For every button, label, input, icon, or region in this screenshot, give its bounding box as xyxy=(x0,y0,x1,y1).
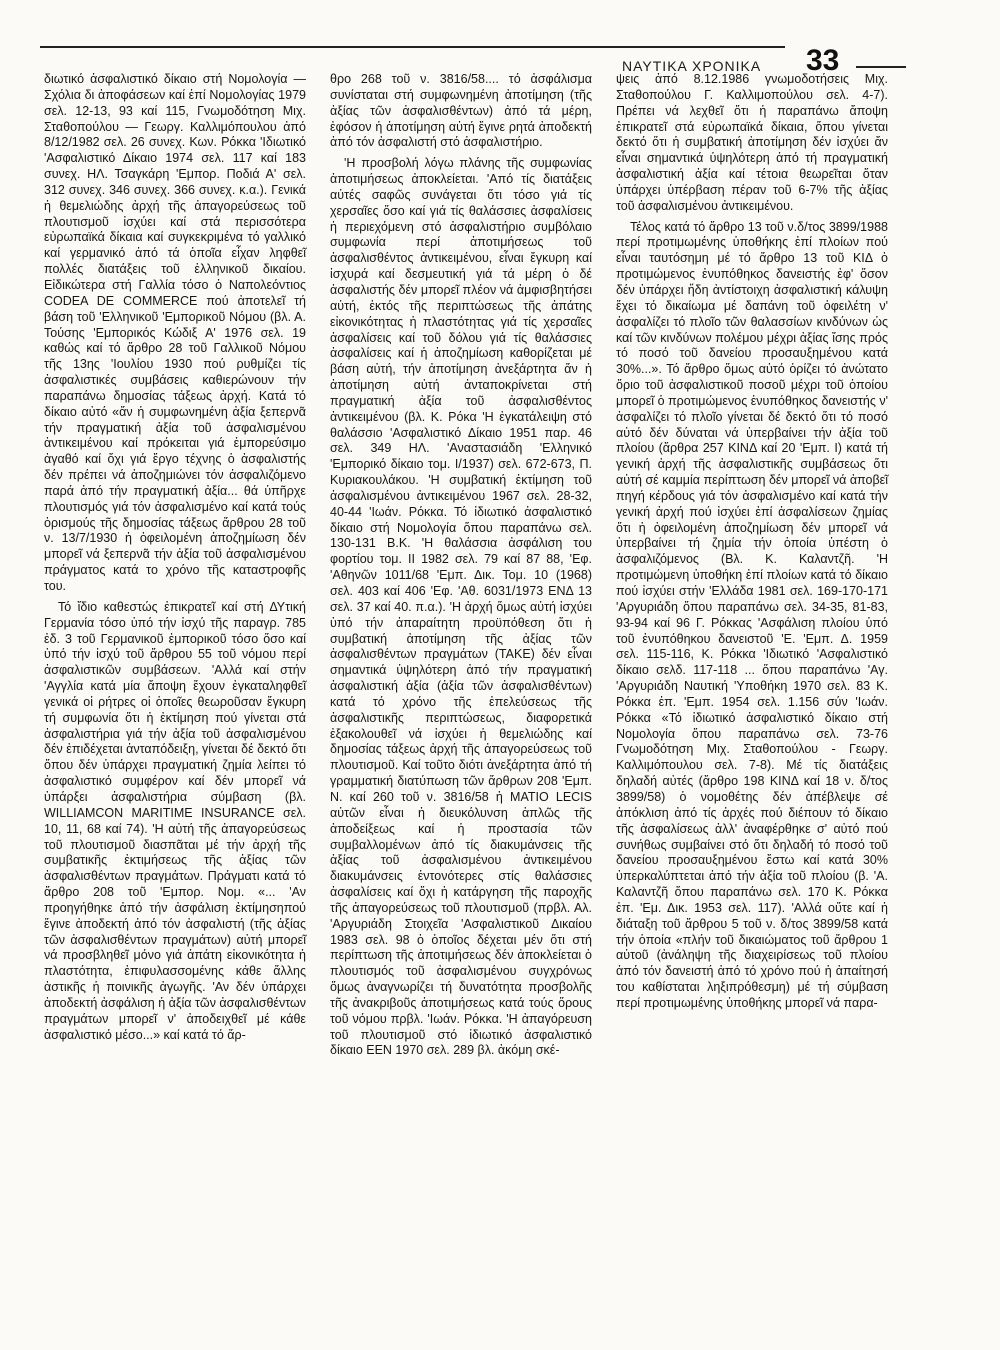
text-column-2 xyxy=(330,72,592,1059)
paragraph: 'Η προσβολή λόγω πλάνης τῆς συμφωνίας ἀποτιμήσεως ἀποκλείεται. 'Από τίς διατάξεις αὐτές σαφῶς συνάγεται ὅτι τόσο γιά τίς χερσαῖες ὅσο καί γιά τίς θαλάσσιες ἀσφαλίσεις ἡ περιεχόμενη στό ἀσφαλιστήριο συμβόλαιο συμφωνία περί ἀποτιμήσεως τοῦ ἀσφαλισθέντος ἀντικειμένου, εἶναι ἔγκυρη καί ἰσχυρά καί δεσμευτική γιά τά μέρη ὁ δέ ἀσφαλιστής δέν μπορεῖ πλέον νά ἀμφισβητήσει αὐτή, ἐκτός τῆς περιπτώσεως τῆς ἀπάτης εἰκονικότητας ἡ πλαστότητας γιά τίς χερσαῖες ἀσφαλίσεις καί τοῦ δόλου γιά τίς θαλάσσιες ἀσφαλίσεις καί ἡ ἀποζημίωση καθορίζεται μέ βάση αὐτή, τήν ἀποτίμηση ἀνεξάρτητα ἄν ἡ ἀποτίμηση αὐτή ἀνταποκρίνεται στή πραγματική ἀξία τοῦ ἀσφαλισθέντος ἀντικειμένου (βλ. Κ. Ρόκα 'Η ἐγκατάλειψη στό θαλάσσιο 'Ασφαλιστικό Δίκαιο 1951 παρ. 46 σελ. 349 ΗΛ. 'Αναστασιάδη 'Ελληνικό 'Εμπορικό δίκαιο τομ. Ι/1937) σελ. 672-673, Π. Κυριακουλάκου. 'Η συμβατική ἐκτίμηση τοῦ ἀσφαλισμένου ἀντικειμένου 1967 σελ. 28-32, 40-44 'Ιωάν. Ρόκκα. Τό ἰδιωτικό ἀσφαλιστικό δίκαιο στή Νομολογία ὅπου παραπάνω σελ. 130-131 Β.Κ. 'Η θαλάσσια ἀσφάλιση του φορτίου τομ. ΙΙ 1982 σελ. 79 καί 87 88, 'Εφ. 'Αθηνῶν 1011/68 'Εμπ. Δικ. Τομ. 10 (1968) σελ. 403 καί 406 'Εφ. 'Αθ. 6031/1973 ΕΝΔ 13 σελ. 37 καί 40. π.α.). 'Η ἀρχή ὅμως αὐτή ἰσχύει ὑπό τήν ἀπαραίτητη προϋπόθεση ὅτι ἡ συμβατική ἀποτίμηση τῆς ἀξίας τῶν ἀσφαλισθέντων πραγμάτων (ΤΑΚΕ) δέν εἶναι σημαντικά ὑψηλότερη ἀπό τήν πραγματική ἀσφαλιστική ἀξία (ἀξία τῶν ἀσφαλισθέντων) κατά τό χρόνο τῆς ἐπελεύσεως τῆς ἀσφαλιστικῆς περιπτώσεως, διαφορετικά ἐξακολουθεῖ νά ἰσχύει ἡ θεμελιώδης καί δημοσίας τάξεως ἀρχή τῆς ἀπαγορεύσεως τοῦ πλουτισμοῦ. Καί τοῦτο διότι ἀνεξάρτητα ἀπό τή γραμματική διατύπωση τῶν ἄρθρων 208 'Εμπ. Ν. καί 260 τοῦ ν. 3816/58 ἡ ΜΑΤΙΟ LECIS αὐτῶν εἶναι ἡ διευκόλυνση ἁπλῶς τῆς ἀποδείξεως καί ἡ προστασία τῶν συμβαλλομένων ἀπό τίς διακυμάνσεις τῆς ἀξίας τοῦ ἀσφαλισμένου ἀντικειμένου διακυμάνσεις ἐντονότερες στίς θαλάσσιες ἀσφαλίσεις καί ὄχι ἡ κατάργηση τῆς παροχῆς τῆς ἀπαγορεύσεως τοῦ πλουτισμοῦ (πρβλ. Αλ. 'Αργυριάδη Στοιχεῖα 'Ασφαλιστικοῦ Δικαίου 1983 σελ. 98 ὁ ὁποῖος δέχεται μέν ὅτι στή περίπτωση τῆς ἀποτιμήσεως δέν ἀποκλείεται ὁ πλουτισμός τοῦ ἀσφαλισμένου συγχρόνως ὅμως ἀναγνωρίζει τή δυνατότητα προσβολῆς τῆς ἀνακριβοῦς ἀποτιμήσεως κατά τούς ὅρους τοῦ νόμου πρβλ. 'Ιωάν. Ρόκκα. 'Η ἀπαγόρευση τοῦ πλουτισμοῦ στό ἰδιωτικό ἀσφαλιστικό δίκαιο ΕΕΝ 1970 σελ. 289 βλ. ἀκόμη σκέ- xyxy=(330,156,592,1058)
header-rule-right xyxy=(856,66,906,68)
text-column-3 xyxy=(616,72,888,1012)
paragraph: ψεις ἀπό 8.12.1986 γνωμοδοτήσεις Μιχ. Σταθοπούλου Γ. Καλλιμοπούλου σελ. 4-7). Πρέπει νά λεχθεῖ ὅτι ἡ παραπάνω ἄποψη ἐπικρατεῖ στά εὐρωπαϊκά δίκαια, ὅπου γίνεται δεκτό ὅτι ἡ συμβατική ἀποτίμηση δέν ἰσχύει ἄν εἶναι σημαντικά ὑψηλότερη ἀπό τή πραγματική ἀσφαλιστική ἀξία καί τέτοια θεωρεῖται ὅταν ὑπάρχει ὑπέρβαση πέραν τοῦ 6-7% τῆς ἀξίας τοῦ ἀσφαλισμένου ἀντικειμένου. xyxy=(616,72,888,213)
running-header-title: ΝΑΥΤΙΚΑ ΧΡΟΝΙΚΑ xyxy=(622,58,762,74)
paragraph: διωτικό ἀσφαλιστικό δίκαιο στή Νομολογία — Σχόλια δι ἀποφάσεων καί ἐπί Νομολογίας 1979 σελ. 12-13, 93 καί 115, Γνωμοδότηση Μιχ. Σταθοπούλου — Γεωργ. Καλλιμόπουλου ἀπό 8/12/1982 σελ. 26 συνεχ. Κων. Ρόκκα 'Ιδιωτικό 'Ασφαλιστικό Δίκαιο 1974 σελ. 117 καί 183 συνεχ. ΗΛ. Τσαγκάρη 'Εμπορ. Ποδιά Α' σελ. 312 συνεχ. 346 συνεχ. 366 συνεχ. κ.α.). Γενικά ἡ θεμελιώδης ἀρχή τῆς ἀπαγορεύσεως τοῦ πλουτισμοῦ ἰσχύει καί στά περισσότερα εὐρωπαϊκά δίκαια καί συγκεκριμένα τό γαλλικό καί γερμανικό ἀπό τά ὁποῖα εἶχαν ληφθεῖ πολλές διατάξεις τοῦ ἑλληνικοῦ δικαίου. Εἰδικώτερα στή Γαλλία τόσο ὁ Ναπολεόντιος CODEA DE COMMERCE πού ἀποτελεῖ τή βάση τοῦ 'Ελληνικοῦ 'Εμπορικοῦ Νόμου (βλ. Α. Τούσης 'Εμπορικός Κώδιξ Α' 1976 σελ. 19 καθώς καί τό ἄρθρο 28 τοῦ Γαλλικοῦ Νόμου τῆς 13ης 'Ιουλίου 1930 πού ρυθμίζει τίς ἀσφαλιστικές συμβάσεις καθιερώνουν τήν παραπάνω δημοσίας τάξεως ἀρχή. Κατά τό δίκαιο αὐτό «ἄν ἡ συμφωνημένη ἀξία ξεπερνᾶ τήν πραγματική ἀξία τοῦ ἀσφαλισμένου ἀντικειμένου καί πρόκειται γιά ἐμπορεύσιμο ἀγαθό καί ὄχι γιά ἔργο τέχνης ὁ ἀσφαλιστής δέν πρέπει νά ἀποζημιώνει τόν ἀσφαλιζόμενο παρά ἀπό τήν πραγματική ἀξία... θά ὑπῆρχε πλουτισμός γιά τόν ἀσφαλισμένο καί κατά τούς ὁρισμούς τῆς δημοσίας τάξεως ἄρθρου 28 τοῦ ν. 13/7/1930 ἡ ὀφειλομένη ἀποζημίωση δέν μπορεῖ νά ξεπερνᾶ τήν ἀξία τοῦ ἀσφαλισμένου πράγματος κατά το χρόνο τῆς καταστροφῆς του. xyxy=(44,72,306,593)
header-rule xyxy=(40,46,785,48)
paragraph: Τέλος κατά τό ἄρθρο 13 τοῦ ν.δ/τος 3899/1988 περί προτιμωμένης ὑποθήκης ἐπί πλοίων πού εἶναι ταυτόσημη μέ τό ἄρθρο 13 τοῦ ΚΙΔ ὁ προτιμώμενος ἐνυπόθηκος δανειστής ἐφ' ὅσον δέν ὑπάρχει ἤδη ἀντίστοιχη ἀσφαλιστική κάλυψη ἔχει τό δικαίωμα μέ δαπάνη τοῦ ὀφειλέτη ν' ἀσφαλίζει τό πλοῖο τῶν θαλασσίων κινδύνων ὡς καί τῶν κινδύνων πολέμου μέχρι ἀξίας ἴσης πρός τό ποσό τοῦ δανείου προσαυξημένου κατά 30%...». Τό ἄρθρο ὅμως αὐτό ὁρίζει τό ἀνώτατο ὅριο τοῦ ἀσφαλιστικοῦ ποσοῦ μέχρι τοῦ ὁποίου μπορεῖ ὁ προτιμώμενος ἐνυπόθηκος δανειστής ν' ἀσφαλίζει τό πλοῖο γίνεται δέ δεκτό ὅτι τό ποσό αὐτό δέν δύναται νά ὑπερβαίνει τήν ἀξία τοῦ πλοίου (ἄρθρα 257 ΚΙΝΔ καί 20 'Εμπ. Ι) κατά τή γενική ἀρχή τῆς ἀσφαλιστικῆς συμβάσεως ὅτι αὐτή σέ καμμία περίπτωση δέν μπορεῖ νά ἀποβεῖ πηγή κέρδους γιά τόν ἀσφαλισμένο καί κατά τήν γενική ἀρχή πού ἰσχύει ἐπί ἀσφαλίσεων ζημίας ὅτι ἡ ὀφειλομένη ἀποζημίωση δέν μπορεῖ νά ὑπερβαίνει τή ζημία τήν ὁποία ὑπέστη ὁ ἀσφαλιζόμενος (Βλ. Κ. Καλαντζῆ. 'Η προτιμώμενη ὑποθήκη ἐπί πλοίων κατά τό δίκαιο πού ἰσχύει στήν 'Ελλάδα 1981 σελ. 169-170-171 'Αργυριάδη ὅπου παραπάνω σελ. 34-35, 81-83, 93-94 καί 96 Γ. Ρόκκας 'Ασφάλιση πλοίου ὑπό τοῦ ἐνυπόθηκου δανειστοῦ 'Ε. 'Εμπ. Δ. 1959 σελ. 115-116, Κ. Ρόκκα 'Ιδιωτικό 'Ασφαλιστικό δίκαιο σελδ. 117-118 ... ὅπου παραπάνω 'Αγ. 'Αργυριάδη Ναυτική 'Υποθήκη 1970 σελ. 83 Κ. Ρόκκα ἐπ. 'Εμπ. 1954 σελ. 1.156 σύν 'Ιωάν. Ρόκκα «Τό ἰδιωτικό ἀσφαλιστικό δίκαιο στή Νομολογία ὅπου παραπάνω σελ. 73-76 Γνωμοδότηση Μιχ. Σταθοπούλου - Γεωργ. Καλλιμόπουλου σελ. 7-8). Μέ τίς διατάξεις δηλαδή αὐτές (ἄρθρο 198 ΚΙΝΔ καί 18 ν. δ/τος 3899/58) ὁ νομοθέτης δέν ἀπέβλεψε σέ ἀπόκλιση ἀπό τίς ἀρχές πού διέπουν τό δίκαιο τῆς ἀσφαλίσεως ἀλλ' ἀναφέρθηκε σ' αὐτό πού συνήθως συμβαίνει στό ὅτι δηλαδή τό ποσό τοῦ δανείου προσαυξημένου ἔστω καί κατά 30% ὑπερκαλύπτεται ἀπό τήν ἀξία τοῦ πλοίου (β. 'Α. Καλαντζῆ ὅπου παραπάνω σελ. 170 Κ. Ρόκκα ἐπ. 'Εμ. Δικ. 1953 σελ. 117). 'Αλλά οὔτε καί ἡ διάταξη τοῦ ἄρθρου 5 τοῦ ν. δ/τος 3899/58 κατά τήν ὁποία «πλήν τοῦ δικαιώματος τοῦ ἄρθρου 1 αὐτοῦ (ἀνάληψη τῆς διαχειρίσεως τοῦ πλοίου ἀπό τόν δανειστή ἀπό τό χρόνο πού ἡ ἀπαίτησή του καθίσταται ληξιπρόθεσμη) μέ τή σύμβαση περί προτιμωμένης ὑποθήκης μπορεῖ νά παρα- xyxy=(616,219,888,1010)
paragraph: Τό ἴδιο καθεστώς ἐπικρατεῖ καί στή ΔΥτική Γερμανία τόσο ὑπό τήν ἰσχύ τῆς παραγρ. 785 ἐδ. 3 τοῦ Γερμανικοῦ ἐμπορικοῦ τόσο ὅσο καί ὑπό τήν ἰσχύ τοῦ ἄρθρου 55 τοῦ νόμου περί ἀσφαλιστικῶν συμβάσεων. 'Αλλά καί στήν 'Αγγλία κατά μία ἄποψη ἔχουν ἐγκαταληφθεῖ γενικά οἱ ρήτρες οἱ ὁποῖες θεωροῦσαν ἔγκυρη τή συμφωνία ὅτι ἡ ἐκτίμηση πού γίνεται στά ἀσφαλιστήρια γιά τήν ἀξία τοῦ ἀσφαλισμένου δέν ἐπιδέχεται ἀνταπόδειξη, γίνεται δέ δεκτό ὅτι ὅπου δέν ὑπάρχει πραγματική ζημία λείπει τό ἀσφαλιστικό συμφέρον καί δέν μπορεῖ νά ὑπάρξει ἀσφαλιστήρια σύμβαση (βλ. WILLIAMCON MARITIME INSURANCE σελ. 10, 11, 68 καί 74). 'Η αὐτή τῆς ἀπαγορεύσεως τοῦ πλουτισμοῦ διασπᾶται μέ τήν ἀρχή τῆς συμβατικῆς ἐκτιμήσεως τῆς ἀξίας τῶν ἀσφαλισθέντων πραγμάτων. Πράγματι κατά τό ἄρθρο 208 τοῦ 'Εμπορ. Νομ. «... 'Αν προηγήθηκε ἀπό τήν ἀσφάλιση ἐκτίμησηπού ἔγινε ἀποδεκτή ἀπό τόν ἀσφαλιστή (τῆς ἀξίας τῶν ἀσφαλισθέντων πραγμάτων) αὐτή μπορεῖ νά προσβληθεῖ μόνο γιά ἀπάτη εἰκονικότητα ἡ πλαστότητα, ἐπιφυλασσομένης κάθε ἄλλης ἀστικῆς ἡ ποινικῆς ἀγωγῆς. 'Αν δέν ὑπάρχει ἀποδεκτή ἀσφάλιση ἡ ἀξία τῶν ἀσφαλισθέντων πραγμάτων μπορεῖ ν' ἀποδειχθεῖ μέ κάθε ἀσφαλιστικό μέσο...» καί κατά τό ἄρ- xyxy=(44,599,306,1042)
paragraph: θρο 268 τοῦ ν. 3816/58.... τό ἀσφάλισμα συνίσταται στή συμφωνημένη ἀποτίμηση (τῆς ἀξίας τῶν ἀσφαλισθέντων) ἀπό τά μέρη, ἐφόσον ἡ ἀποτίμηση αὐτή ἔγινε ρητά ἀποδεκτή ἀπό τόν ἀσφαλιστή στό ἀσφαλιστήριο. xyxy=(330,72,592,150)
text-column-1 xyxy=(44,72,306,1043)
page-number: 33 xyxy=(806,44,840,77)
